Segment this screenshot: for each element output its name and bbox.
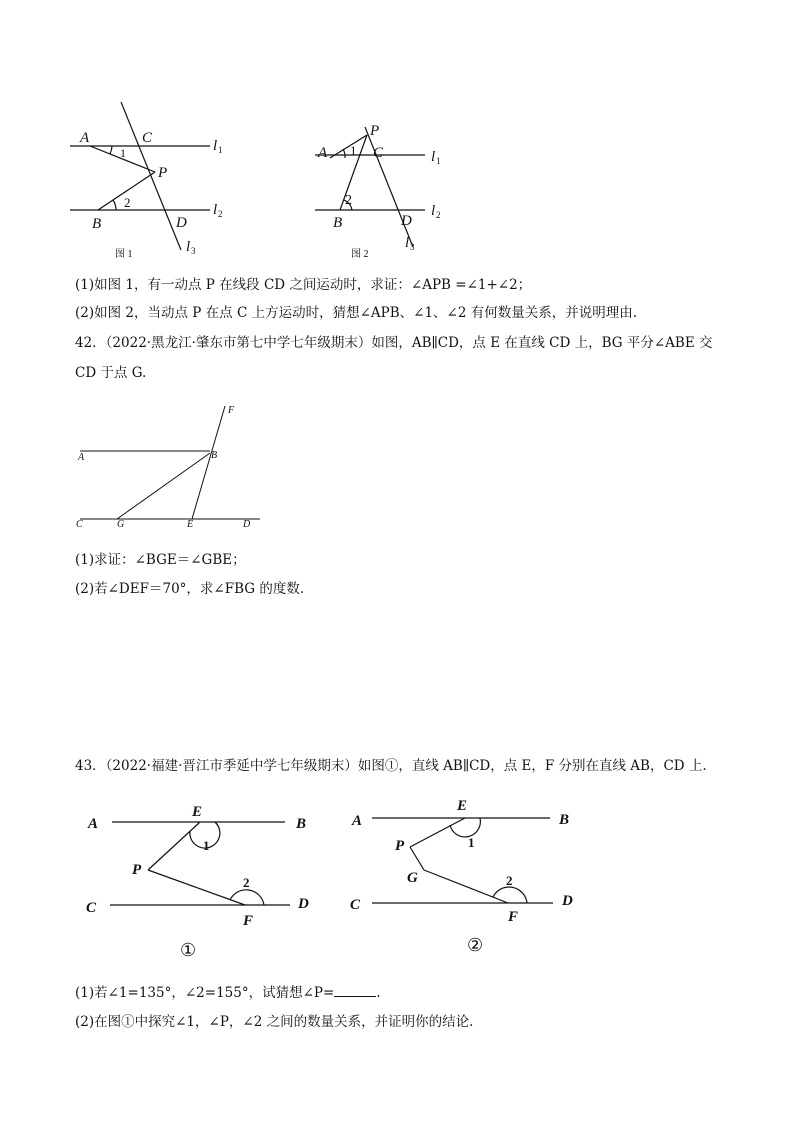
label-f: F [243, 913, 254, 929]
label-c: C [373, 145, 384, 161]
figure-43-1 [80, 795, 320, 965]
label-e: E [192, 804, 203, 820]
label-l3: l [405, 235, 410, 251]
figure-43-1-svg [80, 795, 320, 965]
label-l2-sub: 2 [218, 209, 223, 219]
label-d: D [401, 213, 412, 229]
caption-figure-1: ① [180, 940, 197, 960]
label-a: A [78, 452, 85, 463]
q42-part1: (1)求证：∠BGE＝∠GBE； [75, 552, 246, 568]
q42-stem-line1: 42．（2022·黑龙江·肇东市第七中学七年级期末）如图，AB∥CD，点 E 在直线 CD 上，BG 平分∠ABE 交 [75, 335, 713, 351]
angle-1-arc [343, 149, 345, 158]
q43-stem: 43．（2022·福建·晋江市季延中学七年级期末）如图①，直线 AB∥CD，点 E，F 分别在直线 AB，CD 上. [75, 758, 707, 774]
label-a: A [318, 145, 328, 161]
label-e: E [187, 519, 194, 530]
q41-part1: (1)如图 1，有一动点 P 在线段 CD 之间运动时，求证：∠APB =∠1+∠2； [75, 277, 532, 293]
label-angle-2: 2 [345, 193, 352, 208]
q43-part1-end: . [376, 985, 381, 1001]
figure-43-2-svg [340, 792, 590, 962]
label-angle-2: 2 [243, 875, 250, 890]
label-b: B [211, 450, 218, 461]
q43-part1-text: (1)若∠1=135°，∠2=155°，试猜想∠P= [75, 985, 335, 1001]
label-p: P [132, 862, 142, 878]
label-angle-1: 1 [350, 143, 357, 158]
angle-2-arc [230, 890, 264, 905]
angle-1-arc [450, 818, 480, 837]
label-l1: l [213, 138, 218, 154]
segment-gf [424, 870, 508, 903]
label-f: F [228, 405, 235, 416]
label-l2: l [213, 202, 218, 218]
q41-part2: (2)如图 2，当动点 P 在点 C 上方运动时，猜想∠APB、∠1、∠2 有何数量关系，并说明理由. [75, 305, 638, 321]
label-b: B [92, 216, 102, 232]
label-l2: l [431, 203, 436, 219]
label-f: F [508, 909, 519, 925]
label-l3-sub: 3 [191, 246, 196, 256]
label-b: B [333, 215, 343, 231]
label-angle-1: 1 [203, 838, 210, 853]
figure-42 [70, 398, 270, 538]
label-c: C [76, 519, 83, 530]
angle-1-arc [110, 146, 112, 154]
label-a: A [80, 130, 90, 146]
answer-blank[interactable] [334, 984, 376, 997]
caption-figure-2: 图 2 [351, 249, 369, 260]
label-l1-sub: 1 [218, 145, 223, 155]
figure-42-svg [70, 398, 270, 538]
figure-41-2 [305, 115, 485, 265]
caption-figure-2: ② [467, 935, 484, 955]
q42-part2: (2)若∠DEF＝70°，求∠FBG 的度数. [75, 581, 305, 597]
angle-2-arc [113, 200, 116, 210]
caption-figure-1: 图 1 [115, 249, 133, 260]
label-l1-sub: 1 [436, 156, 441, 166]
label-g: G [117, 519, 125, 530]
segment-bg [117, 453, 210, 519]
label-angle-2: 2 [124, 195, 131, 210]
label-l1: l [431, 149, 436, 165]
label-d: D [298, 896, 309, 912]
label-p: P [395, 838, 405, 854]
line-l3 [121, 102, 181, 250]
figure-41-1-svg [60, 95, 260, 260]
figure-43-2 [340, 792, 590, 962]
label-e: E [457, 798, 468, 814]
q43-part2: (2)在图①中探究∠1，∠P，∠2 之间的数量关系，并证明你的结论. [75, 1014, 474, 1030]
label-d: D [243, 519, 251, 530]
label-d: D [562, 893, 573, 909]
label-b: B [296, 816, 307, 832]
figure-41-2-svg [305, 115, 485, 265]
segment-ep [148, 822, 200, 870]
label-angle-2: 2 [506, 873, 513, 888]
angle-2-arc [493, 887, 527, 903]
label-l2-sub: 2 [436, 210, 441, 220]
label-p: P [370, 123, 380, 139]
segment-ep [410, 818, 465, 847]
label-g: G [407, 870, 418, 886]
label-d: D [176, 215, 187, 231]
label-a: A [352, 813, 363, 829]
q43-part1 [75, 984, 381, 1002]
label-b: B [559, 812, 570, 828]
label-c: C [142, 130, 153, 146]
label-l3-sub: 3 [410, 242, 415, 252]
figure-41-1 [60, 95, 260, 260]
label-l3: l [186, 239, 191, 255]
label-angle-1: 1 [120, 146, 126, 160]
label-a: A [88, 816, 99, 832]
label-c: C [350, 897, 361, 913]
label-c: C [86, 900, 97, 916]
label-p: P [158, 165, 168, 181]
q42-stem-line2: CD 于点 G. [75, 365, 147, 381]
segment-pg [410, 847, 424, 870]
label-angle-1: 1 [468, 835, 475, 850]
